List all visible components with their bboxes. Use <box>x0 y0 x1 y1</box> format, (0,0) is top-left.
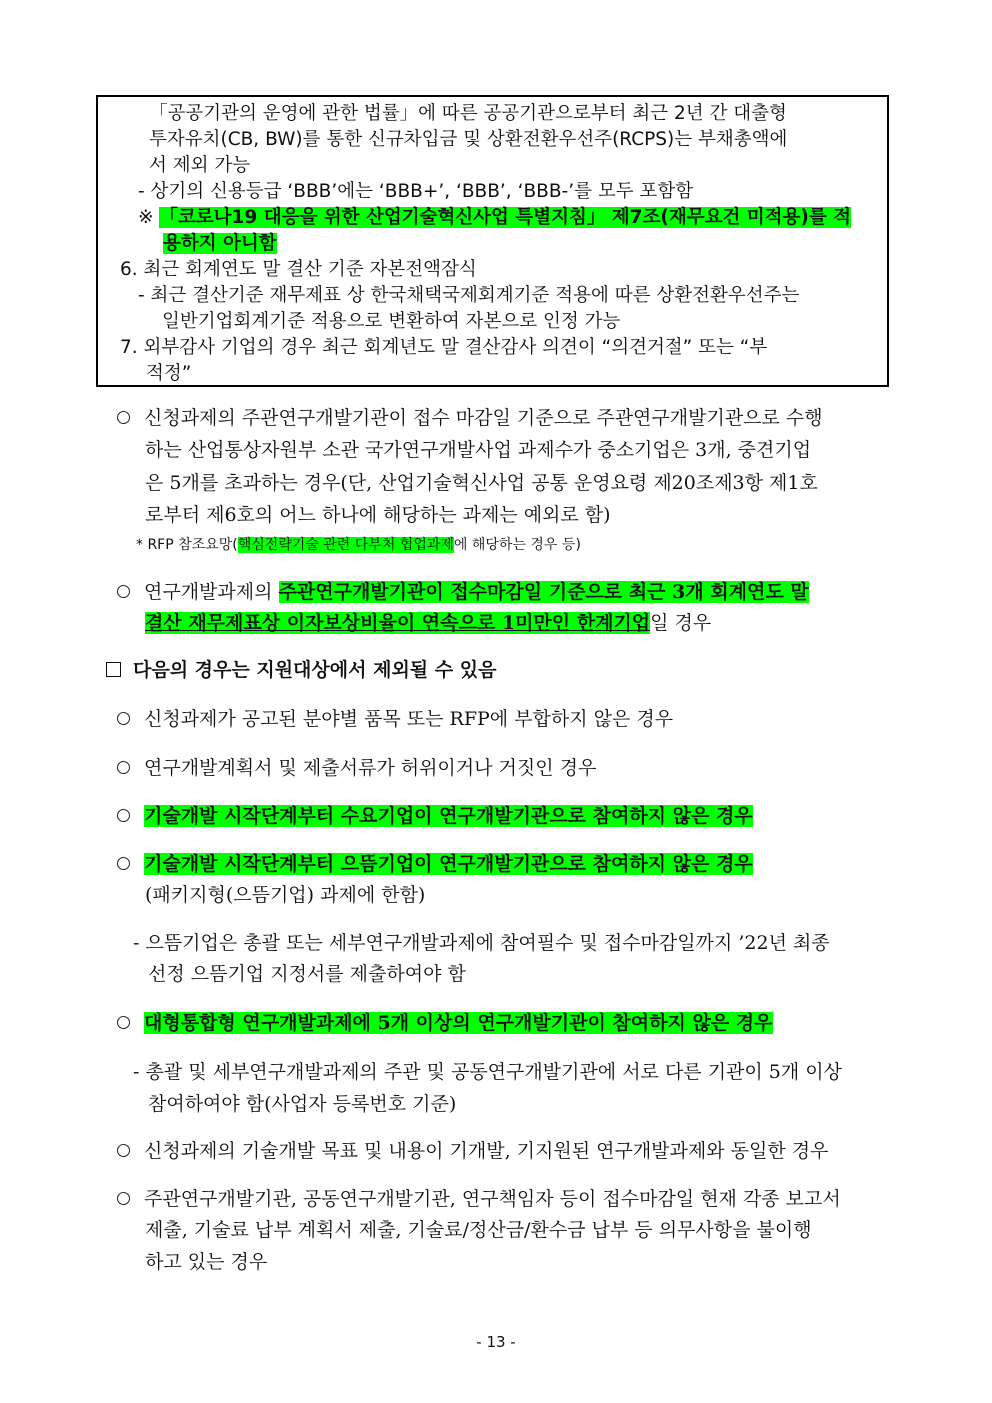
item-3 <box>117 800 753 832</box>
rfp-note-highlight: 핵심전략기술 관련 다부처 협업과제 <box>237 537 454 553</box>
item-6 <box>117 1135 828 1167</box>
section-title-text: 다음의 경우는 지원대상에서 제외될 수 있음 <box>133 659 497 681</box>
item-1 <box>117 703 673 735</box>
box-line-7: 6. 최근 회계연도 말 결산 기준 자본전액잠식 <box>120 259 477 280</box>
notice-box <box>96 95 889 387</box>
item-5-text: 대형통합형 연구개발과제에 5개 이상의 연구개발기관이 참여하지 않은 경우 <box>144 1012 773 1034</box>
item-7-text1: 주관연구개발기관, 공동연구개발기관, 연구책임자 등이 접수마감일 현재 각종 보고서 <box>144 1188 841 1210</box>
box-line-4: - 상기의 신용등급 ‘BBB’에는 ‘BBB+’, ‘BBB’, ‘BBB-’를 모두 포함함 <box>138 181 694 202</box>
highlighted-guideline-cont: 용하지 아니함 <box>163 233 277 254</box>
box-line-11: 적정” <box>146 363 192 384</box>
item-3-text: 기술개발 시작단계부터 수요기업이 연구개발기관으로 참여하지 않은 경우 <box>144 805 753 827</box>
item-1-text: 신청과제가 공고된 분야별 품목 또는 RFP에 부합하지 않은 경우 <box>144 708 674 730</box>
item-4-sub-2: 선정 으뜸기업 지정서를 제출하여야 함 <box>148 963 466 985</box>
para2-highlight1: 주관연구개발기관이 접수마감일 기준으로 최근 3개 회계연도 말 <box>278 581 809 603</box>
item-2 <box>117 752 596 784</box>
box-line-1: 「공공기관의 운영에 관한 법률」에 따른 공공기관으로부터 최근 2년 간 대출형 <box>149 103 787 124</box>
item-7-line2: 제출, 기술료 납부 계획서 제출, 기술료/정산금/환수금 납부 등 의무사항을 불이행 <box>145 1219 812 1241</box>
circle-bullet-icon <box>117 857 130 870</box>
item-7-line1 <box>117 1183 841 1215</box>
para2-pre: 연구개발과제의 <box>144 581 273 603</box>
rfp-note-post: 에 해당하는 경우 등) <box>453 537 581 553</box>
page-number: - 13 - <box>476 1333 516 1351</box>
para2-highlight2: 결산 재무제표상 이자보상비율이 연속으로 1미만인 한계기업 <box>145 612 651 634</box>
para1-line1 <box>117 402 823 434</box>
para1-line2: 하는 산업통상자원부 소관 국가연구개발사업 과제수가 중소기업은 3개, 중견기업 <box>145 439 812 461</box>
item-5-sub-2: 참여하여야 함(사업자 등록번호 기준) <box>148 1093 457 1115</box>
para2-line2 <box>145 607 711 639</box>
circle-bullet-icon <box>117 1144 130 1157</box>
circle-bullet-icon <box>117 411 130 424</box>
rfp-note <box>136 534 581 556</box>
para2-post: 일 경우 <box>650 612 712 634</box>
section-title <box>106 654 496 686</box>
circle-bullet-icon <box>117 809 130 822</box>
item-4 <box>117 848 753 880</box>
circle-bullet-icon <box>117 761 130 774</box>
item-5 <box>117 1007 773 1039</box>
circle-bullet-icon <box>117 712 130 725</box>
box-line-8: - 최근 결산기준 재무제표 상 한국채택국제회계기준 적용에 따른 상환전환우선주는 <box>138 285 800 306</box>
para2-line1 <box>117 576 809 608</box>
item-6-text: 신청과제의 기술개발 목표 및 내용이 기개발, 기지원된 연구개발과제와 동일한 경우 <box>144 1140 829 1162</box>
box-line-10: 7. 외부감사 기업의 경우 최근 회계년도 말 결산감사 의견이 “의견거절” 또는 “부 <box>120 337 768 358</box>
para1-text1: 신청과제의 주관연구개발기관이 접수 마감일 기준으로 주관연구개발기관으로 수행 <box>144 407 823 429</box>
circle-bullet-icon <box>117 585 130 598</box>
rfp-note-pre: * RFP 참조요망( <box>136 537 238 553</box>
box-line-5 <box>138 205 851 231</box>
item-7-line3: 하고 있는 경우 <box>145 1251 268 1273</box>
item-4-note: (패키지형(으뜸기업) 과제에 한함) <box>145 884 426 906</box>
circle-bullet-icon <box>117 1016 130 1029</box>
item-4-text: 기술개발 시작단계부터 으뜸기업이 연구개발기관으로 참여하지 않은 경우 <box>144 853 753 875</box>
box-line-9: 일반기업회계기준 적용으로 변환하여 자본으로 인정 가능 <box>162 311 621 332</box>
reference-mark: ※ <box>138 207 154 228</box>
para1-line3: 은 5개를 초과하는 경우(단, 산업기술혁신사업 공통 운영요령 제20조제3항 제1호 <box>145 472 818 494</box>
box-line-6 <box>163 231 277 257</box>
item-2-text: 연구개발계획서 및 제출서류가 허위이거나 거짓인 경우 <box>144 757 597 779</box>
para1-line4: 로부터 제6호의 어느 하나에 해당하는 과제는 예외로 함) <box>145 504 611 526</box>
circle-bullet-icon <box>117 1192 130 1205</box>
box-line-3: 서 제외 가능 <box>149 155 251 176</box>
highlighted-guideline: 「코로나19 대응을 위한 산업기술혁신사업 특별지침」 제7조(재무요건 미적용)를 적 <box>159 207 852 228</box>
item-5-sub-1: - 총괄 및 세부연구개발과제의 주관 및 공동연구개발기관에 서로 다른 기관이 5개 이상 <box>133 1061 842 1083</box>
checkbox-square-icon <box>106 662 121 677</box>
box-line-2: 투자유치(CB, BW)를 통한 신규차입금 및 상환전환우선주(RCPS)는 부채총액에 <box>149 129 788 150</box>
item-4-sub-1: - 으뜸기업은 총괄 또는 세부연구개발과제에 참여필수 및 접수마감일까지 ’22년 최종 <box>133 932 830 954</box>
